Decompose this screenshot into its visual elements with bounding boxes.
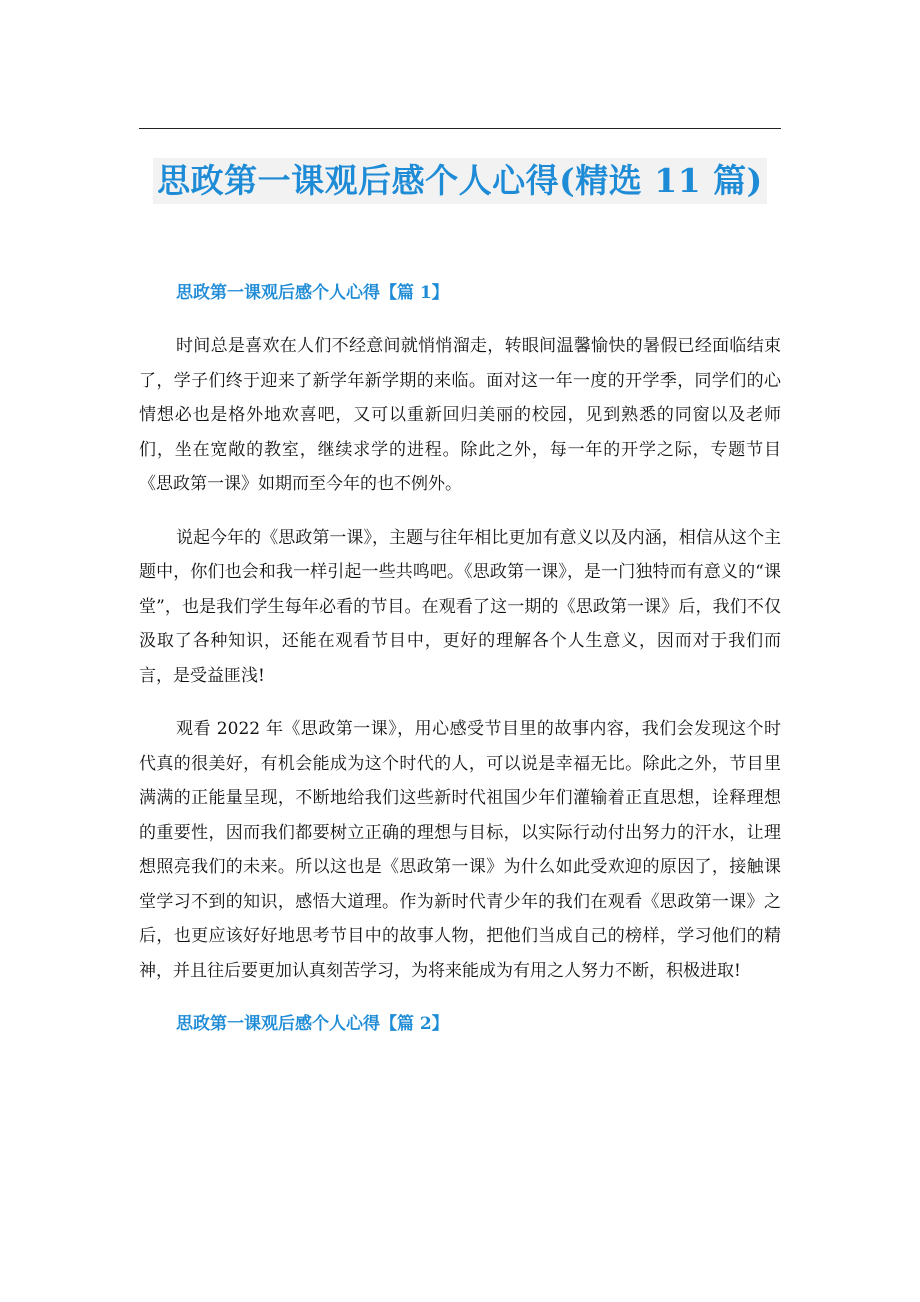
top-horizontal-rule xyxy=(139,128,781,129)
section-1-paragraph-2: 说起今年的《思政第一课》，主题与往年相比更加有意义以及内涵，相信从这个主题中，你们也会和我一样引起一些共鸣吧。《思政第一课》，是一门独特而有意义的“课堂”，也是我们学生每年必看的节目。在观看了这一期的《思政第一课》后，我们不仅汲取了各种知识，还能在观看节目中，更好的理解各个人生意义，因而对于我们而言，是受益匪浅! xyxy=(139,527,781,686)
section-heading-2: 思政第一课观后感个人心得【篇 2】 xyxy=(176,1014,449,1034)
section-heading-1: 思政第一课观后感个人心得【篇 1】 xyxy=(176,283,449,303)
section-1-paragraph-1: 时间总是喜欢在人们不经意间就悄悄溜走，转眼间温馨愉快的暑假已经面临结束了，学子们终于迎来了新学年新学期的来临。面对这一年一度的开学季，同学们的心情想必也是格外地欢喜吧，又可以重新回归美丽的校园，见到熟悉的同窗以及老师们，坐在宽敞的教室，继续求学的进程。除此之外，每一年的开学之际，专题节目《思政第一课》如期而至今年的也不例外。 xyxy=(139,336,781,494)
document-title-text: 思政第一课观后感个人心得(精选 11 篇) xyxy=(153,158,767,204)
section-1-paragraph-3: 观看 2022 年《思政第一课》，用心感受节目里的故事内容，我们会发现这个时代真的很美好，有机会能成为这个时代的人，可以说是幸福无比。除此之外，节目里满满的正能量呈现，不断地给我们这些新时代祖国少年们灌输着正直思想，诠释理想的重要性，因而我们都要树立正确的理想与目标，以实际行动付出努力的汗水，让理想照亮我们的未来。所以这也是《思政第一课》为什么如此受欢迎的原因了，接触课堂学习不到的知识，感悟大道理。作为新时代青少年的我们在观看《思政第一课》之后，也更应该好好地思考节目中的故事人物，把他们当成自己的榜样，学习他们的精神，并且往后要更加认真刻苦学习，为将来能成为有用之人努力不断，积极进取! xyxy=(139,719,781,981)
document-body xyxy=(139,248,781,1041)
document-title xyxy=(0,158,920,204)
